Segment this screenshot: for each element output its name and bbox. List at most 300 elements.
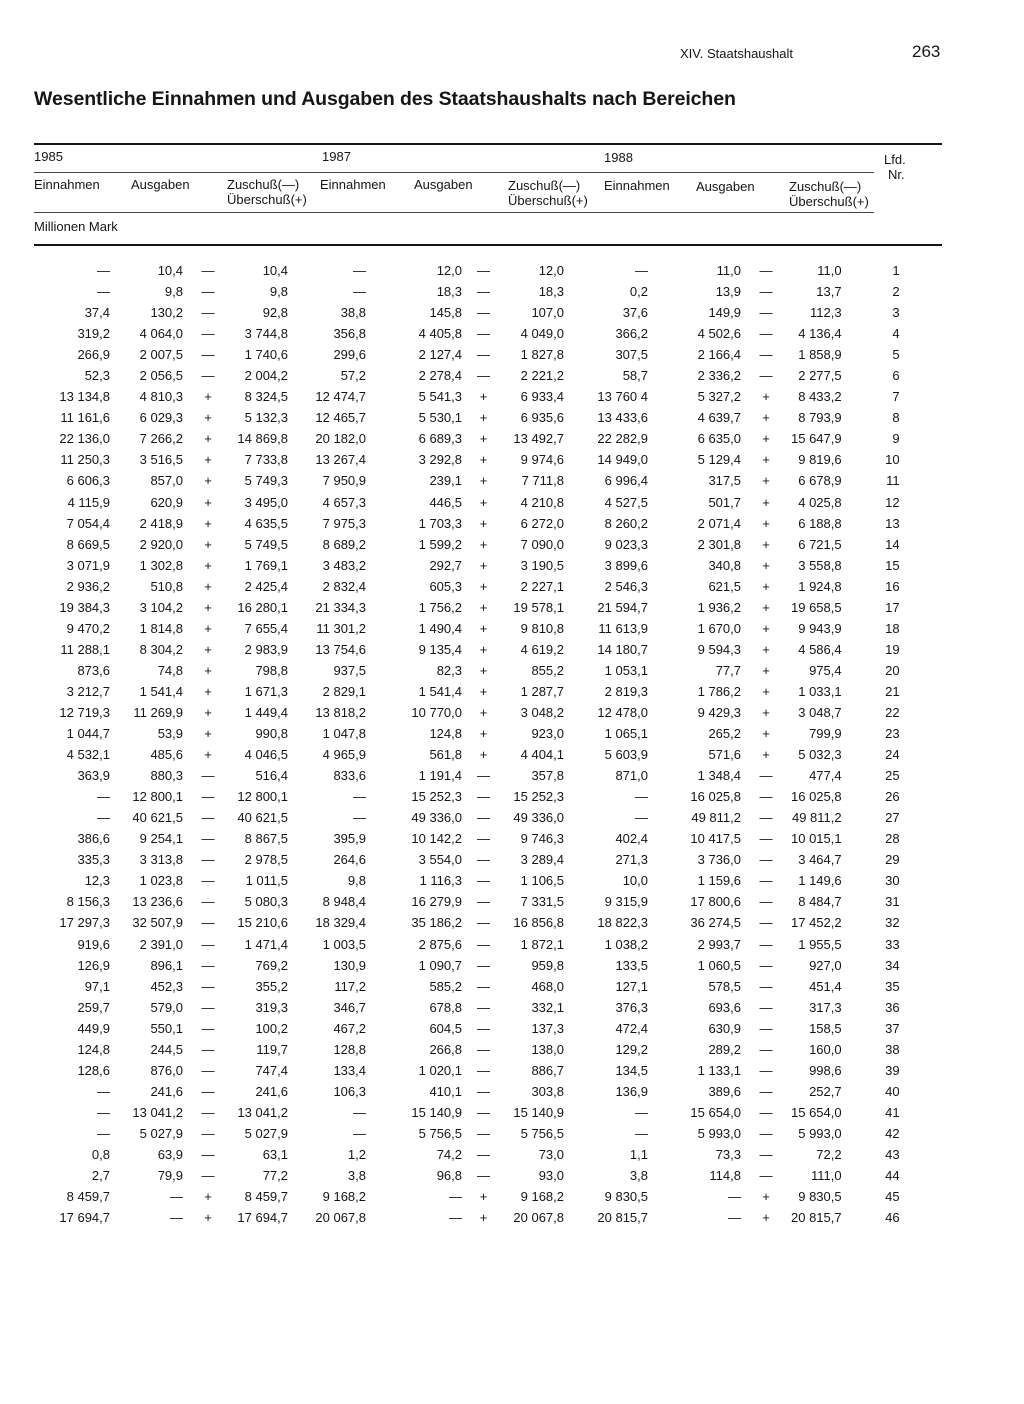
cell-1988-income: 6 996,4	[604, 473, 648, 489]
cell-1987-expense: 1 756,2	[418, 599, 462, 615]
cell-1985-balance: 100,2	[255, 1020, 288, 1036]
cell-1987-balance: 3 048,2	[520, 705, 564, 720]
cell-1987-balance: 5 756,5	[520, 1125, 564, 1141]
cell-1985-balance-sign: +	[204, 410, 212, 426]
cell-1988-expense: 4 639,7	[697, 410, 741, 426]
cell-1988-balance-sign: —	[759, 1146, 773, 1162]
cell-1987-income: 21 334,3	[315, 599, 366, 615]
cell-1988-expense: 2 336,2	[697, 368, 741, 384]
cell-1985-expense: 6 029,3	[139, 410, 183, 426]
cell-1988-expense: 2 071,4	[697, 515, 741, 531]
cell-1987-balance: 855,2	[531, 662, 564, 678]
cell-1987-balance-sign: —	[477, 1020, 490, 1036]
cell-row-number: 11	[886, 473, 900, 489]
cell-1988-balance-sign: —	[759, 957, 773, 973]
cell-1988-balance: 9 819,6	[798, 452, 842, 468]
cell-1985-expense: 8 304,2	[139, 641, 183, 657]
cell-1988-balance-sign: +	[762, 494, 770, 510]
cell-1988-expense: 621,5	[708, 578, 741, 594]
cell-1988-balance: 158,5	[809, 1020, 842, 1036]
table-row	[0, 639, 900, 660]
cell-1987-balance-sign: +	[479, 683, 488, 699]
cell-1988-balance-sign: +	[762, 557, 770, 573]
cell-1985-income: 126,9	[77, 957, 110, 973]
cell-row-number: 33	[885, 936, 900, 952]
cell-1985-expense: 876,0	[150, 1062, 183, 1078]
cell-1987-income: 3 483,2	[322, 557, 366, 573]
cell-1985-income: 13 134,8	[59, 389, 110, 405]
cell-1988-balance-sign: +	[762, 473, 770, 489]
cell-1985-expense: 241,6	[150, 1083, 183, 1099]
cell-1985-expense: 32 507,9	[132, 915, 183, 931]
cell-1987-balance: 7 090,0	[520, 536, 564, 552]
cell-1985-balance: 5 027,9	[244, 1125, 288, 1141]
cell-1987-balance-sign: —	[477, 957, 490, 973]
cell-1988-balance: 6 678,9	[798, 473, 842, 489]
cell-1988-income: 134,5	[615, 1062, 648, 1078]
cell-1985-income: 6 606,3	[66, 473, 110, 489]
cell-row-number: 28	[885, 831, 900, 847]
cell-1985-balance-sign: —	[201, 263, 215, 279]
cell-1988-balance-sign: +	[762, 410, 770, 426]
cell-1987-balance-sign: +	[479, 431, 488, 447]
cell-1987-balance: 93,0	[538, 1168, 564, 1184]
cell-1988-expense: 9 594,3	[697, 641, 741, 657]
cell-1987-income: 38,8	[340, 305, 366, 321]
col-income-1987: Einnahmen	[320, 177, 386, 192]
cell-1987-income: 12 465,7	[315, 410, 366, 426]
table-row	[0, 597, 900, 618]
cell-1988-balance: 16 025,8	[791, 789, 842, 805]
cell-1988-balance-sign: +	[762, 515, 770, 531]
cell-1988-expense: 340,8	[708, 557, 741, 573]
cell-row-number: 34	[885, 957, 900, 973]
cell-1988-expense: 16 025,8	[690, 789, 741, 805]
cell-1988-balance: 49 811,2	[791, 810, 842, 826]
cell-1987-balance: 3 289,4	[520, 852, 564, 868]
cell-1987-balance-sign: +	[479, 473, 488, 489]
cell-1985-expense: 452,3	[150, 978, 183, 994]
cell-1987-income: —	[353, 789, 366, 805]
table-row	[0, 786, 900, 807]
cell-1985-income: 17 297,3	[59, 915, 110, 931]
table-row	[0, 955, 900, 976]
cell-1987-expense: 5 541,3	[418, 389, 462, 405]
cell-1988-balance-sign: +	[762, 578, 770, 594]
cell-row-number: 23	[885, 726, 900, 742]
cell-1985-balance: 2 983,9	[244, 641, 288, 657]
cell-1987-income: —	[353, 1104, 366, 1120]
cell-1988-expense: 73,3	[715, 1146, 741, 1162]
cell-1985-balance: 12 800,1	[237, 789, 288, 805]
cell-1988-balance: 4 136,4	[798, 326, 842, 342]
cell-1985-balance: 5 749,5	[244, 536, 288, 552]
cell-1987-balance: 4 210,8	[520, 494, 564, 510]
cell-1987-balance-sign: —	[477, 284, 490, 300]
cell-1985-income: 17 694,7	[59, 1210, 110, 1226]
cell-1985-balance: 1 011,5	[245, 873, 288, 889]
cell-1988-expense: 49 811,2	[691, 810, 741, 826]
table-row	[0, 1102, 900, 1123]
cell-1988-expense: 5 129,4	[697, 452, 741, 468]
col-balance-label-2: Überschuß(+)	[508, 193, 588, 208]
col-balance-label-1: Zuschuß(—)	[227, 177, 300, 192]
cell-1987-expense: 446,5	[429, 494, 462, 510]
cell-1985-income: 919,6	[77, 936, 110, 952]
cell-1985-balance-sign: —	[201, 1125, 215, 1141]
cell-1988-expense: 5 993,0	[697, 1125, 741, 1141]
cell-1987-balance-sign: —	[477, 305, 490, 321]
cell-1988-balance: 998,6	[809, 1062, 842, 1078]
cell-1988-balance: 927,0	[809, 957, 842, 973]
cell-1987-income: 467,2	[333, 1020, 366, 1036]
table-row	[0, 534, 900, 555]
cell-row-number: 35	[885, 978, 900, 994]
cell-1985-balance: 747,4	[255, 1062, 288, 1078]
cell-1987-income: 9 168,2	[322, 1189, 366, 1205]
cell-1988-balance-sign: +	[762, 747, 770, 763]
cell-1988-balance: 477,4	[809, 768, 842, 784]
cell-1988-expense: —	[728, 1189, 741, 1205]
cell-1988-balance-sign: —	[759, 1020, 773, 1036]
cell-1985-income: 386,6	[77, 831, 110, 847]
cell-1987-balance: 137,3	[531, 1020, 564, 1036]
cell-1985-expense: 40 621,5	[132, 810, 183, 826]
cell-1985-expense: 244,5	[150, 1041, 183, 1057]
cell-1988-income: 1 065,1	[604, 726, 648, 742]
cell-1985-income: 97,1	[84, 978, 110, 994]
cell-1988-balance-sign: +	[762, 1189, 770, 1205]
cell-1988-income: 9 315,9	[604, 894, 648, 910]
cell-1987-income: 346,7	[333, 999, 366, 1015]
cell-1987-expense: 678,8	[429, 999, 462, 1015]
cell-1988-expense: 10 417,5	[690, 831, 741, 847]
cell-1988-balance: 111,0	[811, 1168, 842, 1184]
cell-row-number: 24	[885, 747, 900, 763]
year-header-rule	[34, 172, 874, 173]
cell-1985-balance: 16 280,1	[237, 599, 288, 615]
table-row	[0, 765, 900, 786]
cell-1987-income: 12 474,7	[315, 389, 366, 405]
cell-1987-balance-sign: —	[477, 1168, 490, 1184]
cell-1988-expense: 6 635,0	[697, 431, 741, 447]
cell-1987-balance-sign: +	[479, 578, 488, 594]
cell-1985-income: 128,6	[77, 1062, 110, 1078]
table-row	[0, 912, 900, 933]
cell-1985-balance: 40 621,5	[237, 810, 288, 826]
cell-1985-income: 8 669,5	[66, 536, 110, 552]
cell-1985-income: —	[97, 284, 110, 300]
cell-1987-expense: 10 770,0	[411, 705, 462, 720]
cell-1988-balance: 72,2	[816, 1146, 842, 1162]
cell-1985-expense: 2 056,5	[139, 368, 183, 384]
cell-1987-balance: 2 221,2	[520, 368, 564, 384]
page-title: Wesentliche Einnahmen und Ausgaben des Staatshaushalts nach Bereichen	[34, 88, 736, 110]
cell-1985-balance-sign: —	[201, 1168, 215, 1184]
table-row	[0, 386, 900, 407]
cell-1987-expense: 124,8	[429, 726, 462, 742]
cell-1987-expense: 3 292,8	[418, 452, 462, 468]
cell-1988-balance: 13,7	[816, 284, 842, 300]
cell-1988-income: 9 023,3	[604, 536, 648, 552]
cell-1987-expense: 6 689,3	[418, 431, 462, 447]
cell-1987-income: 7 975,3	[322, 515, 366, 531]
cell-1987-expense: 239,1	[429, 473, 462, 489]
cell-1987-balance: 107,0	[531, 305, 564, 321]
cell-1987-balance-sign: —	[477, 936, 490, 952]
cell-1987-expense: 96,8	[436, 1168, 462, 1184]
cell-1985-expense: 2 418,9	[139, 515, 183, 531]
cell-1988-balance: 15 654,0	[791, 1104, 842, 1120]
cell-1988-expense: 389,6	[708, 1083, 741, 1099]
cell-1988-balance-sign: —	[759, 368, 773, 384]
cell-1987-balance: 1 287,7	[520, 683, 564, 699]
cell-1985-expense: 2 007,5	[139, 347, 183, 363]
cell-row-number: 39	[885, 1062, 900, 1078]
cell-1987-expense: 292,7	[429, 557, 462, 573]
table-row	[0, 407, 900, 428]
cell-1988-balance: 8 433,2	[798, 389, 842, 405]
cell-1988-balance-sign: +	[762, 683, 770, 699]
cell-1985-expense: 550,1	[150, 1020, 183, 1036]
cell-1985-expense: 4 810,3	[139, 389, 183, 405]
cell-1988-balance-sign: —	[759, 873, 773, 889]
cell-1985-balance-sign: —	[201, 936, 215, 952]
cell-row-number: 21	[885, 683, 900, 699]
cell-1985-income: 1 044,7	[66, 726, 110, 742]
table-row	[0, 1018, 900, 1039]
cell-row-number: 41	[885, 1104, 900, 1120]
table-row	[0, 302, 900, 323]
cell-1987-income: 356,8	[333, 326, 366, 342]
cell-1988-income: 22 282,9	[597, 431, 648, 447]
cell-row-number: 46	[885, 1210, 900, 1226]
cell-1985-balance-sign: —	[201, 1104, 215, 1120]
cell-row-number: 3	[892, 305, 900, 321]
col-expense-1988: Ausgaben	[696, 179, 755, 194]
cell-1988-expense: 578,5	[708, 978, 741, 994]
col-balance-1985	[227, 177, 307, 207]
cell-1987-balance-sign: +	[479, 705, 488, 720]
cell-1988-income: —	[635, 1125, 648, 1141]
cell-1985-income: 3 071,9	[66, 557, 110, 573]
cell-1988-income: 1,1	[629, 1146, 648, 1162]
cell-1988-balance-sign: +	[762, 726, 770, 742]
cell-1985-balance-sign: —	[201, 284, 215, 300]
table-row	[0, 470, 900, 491]
cell-1987-income: 3,8	[347, 1168, 366, 1184]
cell-1987-balance-sign: —	[477, 915, 490, 931]
table-row	[0, 1039, 900, 1060]
cell-1987-balance: 468,0	[531, 978, 564, 994]
cell-1987-income: 264,6	[333, 852, 366, 868]
cell-1985-expense: 74,8	[157, 662, 183, 678]
cell-1985-expense: —	[170, 1189, 183, 1205]
cell-1987-balance-sign: +	[479, 536, 488, 552]
cell-1988-income: 20 815,7	[597, 1210, 648, 1226]
cell-1985-balance-sign: +	[204, 747, 212, 763]
cell-1985-balance-sign: —	[201, 852, 215, 868]
cell-1985-balance-sign: +	[204, 620, 212, 636]
cell-1988-income: 37,6	[622, 305, 648, 321]
cell-1987-expense: 10 142,2	[411, 831, 462, 847]
cell-1987-expense: 74,2	[436, 1146, 462, 1162]
cell-1988-income: 13 433,6	[597, 410, 648, 426]
cell-1988-income: 0,2	[629, 284, 648, 300]
cell-1987-balance-sign: +	[479, 515, 488, 531]
cell-1987-income: 8 689,2	[322, 536, 366, 552]
table-row	[0, 934, 900, 955]
unit-label: Millionen Mark	[34, 219, 118, 234]
table-row	[0, 976, 900, 997]
cell-1987-expense: 1 020,1	[418, 1062, 462, 1078]
cell-1985-balance-sign: +	[204, 1189, 212, 1205]
cell-1985-balance-sign: —	[201, 326, 215, 342]
cell-1985-expense: 10,4	[157, 263, 183, 279]
cell-1988-income: 21 594,7	[597, 599, 648, 615]
cell-1988-income: 307,5	[615, 347, 648, 363]
cell-1988-balance: 5 993,0	[798, 1125, 842, 1141]
cell-1988-income: 12 478,0	[597, 705, 648, 720]
cell-1988-income: 8 260,2	[604, 515, 648, 531]
cell-1987-expense: 410,1	[429, 1083, 462, 1099]
cell-1987-income: 833,6	[333, 768, 366, 784]
cell-1985-expense: 510,8	[150, 578, 183, 594]
cell-1988-income: 136,9	[615, 1083, 648, 1099]
cell-1987-balance: 49 336,0	[513, 810, 564, 826]
cell-1987-balance-sign: —	[477, 852, 490, 868]
cell-1988-balance: 1 955,5	[798, 936, 842, 952]
cell-row-number: 17	[885, 599, 900, 615]
table-row	[0, 1081, 900, 1102]
cell-1985-balance-sign: +	[204, 389, 212, 405]
cell-1985-income: 4 532,1	[66, 747, 110, 763]
cell-1985-balance-sign: +	[204, 705, 212, 720]
cell-1985-balance-sign: —	[201, 1041, 215, 1057]
table-row	[0, 723, 900, 744]
cell-1987-expense: 5 756,5	[418, 1125, 462, 1141]
col-income-1985: Einnahmen	[34, 177, 100, 192]
cell-1985-balance: 319,3	[255, 999, 288, 1015]
cell-1985-income: 19 384,3	[59, 599, 110, 615]
cell-1987-balance: 15 252,3	[513, 789, 564, 805]
cell-1988-balance: 17 452,2	[791, 915, 842, 931]
cell-1987-balance-sign: —	[477, 1146, 490, 1162]
cell-1987-income: 130,9	[333, 957, 366, 973]
cell-row-number: 13	[885, 515, 900, 531]
cell-1988-expense: 17 800,6	[690, 894, 741, 910]
cell-1985-income: 259,7	[77, 999, 110, 1015]
cell-1988-income: 127,1	[615, 978, 648, 994]
cell-1988-expense: 1 786,2	[697, 683, 741, 699]
cell-1987-balance: 20 067,8	[513, 1210, 564, 1226]
cell-1987-expense: 1 191,4	[418, 768, 462, 784]
cell-1988-balance: 451,4	[809, 978, 842, 994]
cell-1988-income: 58,7	[622, 368, 648, 384]
cell-row-number: 5	[892, 347, 900, 363]
cell-1988-balance-sign: +	[762, 389, 770, 405]
cell-1985-balance: 2 425,4	[244, 578, 288, 594]
cell-1985-balance-sign: —	[201, 978, 215, 994]
cell-1987-balance: 1 827,8	[520, 347, 564, 363]
cell-1985-balance: 119,7	[256, 1041, 288, 1057]
cell-1988-expense: 5 327,2	[697, 389, 741, 405]
col-balance-1987	[508, 178, 588, 208]
cell-1985-income: —	[97, 1125, 110, 1141]
running-head: XIV. Staatshaushalt	[680, 46, 793, 61]
cell-1988-balance-sign: —	[759, 894, 773, 910]
cell-1985-income: 363,9	[77, 768, 110, 784]
cell-1987-expense: 4 405,8	[418, 326, 462, 342]
cell-1987-income: 8 948,4	[322, 894, 366, 910]
cell-1985-balance: 5 749,3	[244, 473, 288, 489]
cell-1985-income: —	[97, 1083, 110, 1099]
cell-1988-expense: 1 936,2	[697, 599, 741, 615]
cell-row-number: 36	[885, 999, 900, 1015]
cell-1988-income: 3,8	[629, 1168, 648, 1184]
cell-1987-balance: 2 227,1	[520, 578, 564, 594]
col-income-1988: Einnahmen	[604, 178, 670, 193]
cell-1988-balance-sign: —	[759, 810, 773, 826]
cell-1985-balance: 63,1	[262, 1146, 288, 1162]
cell-1988-balance: 160,0	[809, 1041, 842, 1057]
cell-1987-balance: 16 856,8	[513, 915, 564, 931]
cell-1987-balance: 7 711,8	[521, 473, 564, 489]
cell-1988-income: 18 822,3	[597, 915, 648, 931]
cell-1988-income: 5 603,9	[604, 747, 648, 763]
cell-1988-balance: 317,3	[809, 999, 842, 1015]
cell-1985-expense: 63,9	[157, 1146, 183, 1162]
cell-1988-expense: 265,2	[708, 726, 741, 742]
cell-1987-expense: 12,0	[436, 263, 462, 279]
cell-1985-balance: 1 740,6	[244, 347, 288, 363]
cell-1987-balance: 1 872,1	[520, 936, 564, 952]
cell-1988-balance: 8 484,7	[798, 894, 842, 910]
cell-1985-balance-sign: —	[201, 768, 215, 784]
cell-1987-balance-sign: +	[479, 410, 488, 426]
cell-1988-expense: 9 429,3	[697, 705, 741, 720]
cell-1987-balance: 7 331,5	[520, 894, 564, 910]
cell-1985-expense: 1 023,8	[139, 873, 183, 889]
cell-1987-income: 20 067,8	[315, 1210, 366, 1226]
cell-1985-balance: 355,2	[255, 978, 288, 994]
cell-1988-balance-sign: —	[759, 1062, 773, 1078]
cell-1987-balance: 19 578,1	[513, 599, 564, 615]
cell-1985-balance: 14 869,8	[237, 431, 288, 447]
cell-1985-balance: 9,8	[269, 284, 288, 300]
cell-1985-income: 8 459,7	[66, 1189, 110, 1205]
cell-1985-income: 124,8	[77, 1041, 110, 1057]
cell-row-number: 38	[885, 1041, 900, 1057]
cell-row-number: 15	[885, 557, 900, 573]
table-row	[0, 997, 900, 1018]
col-expense-1985: Ausgaben	[131, 177, 190, 192]
cell-1987-income: 133,4	[333, 1062, 366, 1078]
cell-1985-income: 319,2	[77, 326, 110, 342]
cell-1987-balance-sign: +	[479, 1189, 488, 1205]
cell-1985-income: 0,8	[91, 1146, 110, 1162]
cell-1987-balance: 4 619,2	[520, 641, 564, 657]
table-row	[0, 428, 900, 449]
cell-1985-expense: 3 516,5	[139, 452, 183, 468]
cell-1988-balance-sign: —	[759, 831, 773, 847]
cell-1985-expense: 3 313,8	[139, 852, 183, 868]
cell-row-number: 7	[892, 389, 900, 405]
cell-1985-balance-sign: +	[204, 515, 212, 531]
cell-row-number: 45	[885, 1189, 900, 1205]
cell-1988-income: 11 613,9	[598, 620, 648, 636]
cell-1987-balance-sign: +	[479, 662, 488, 678]
